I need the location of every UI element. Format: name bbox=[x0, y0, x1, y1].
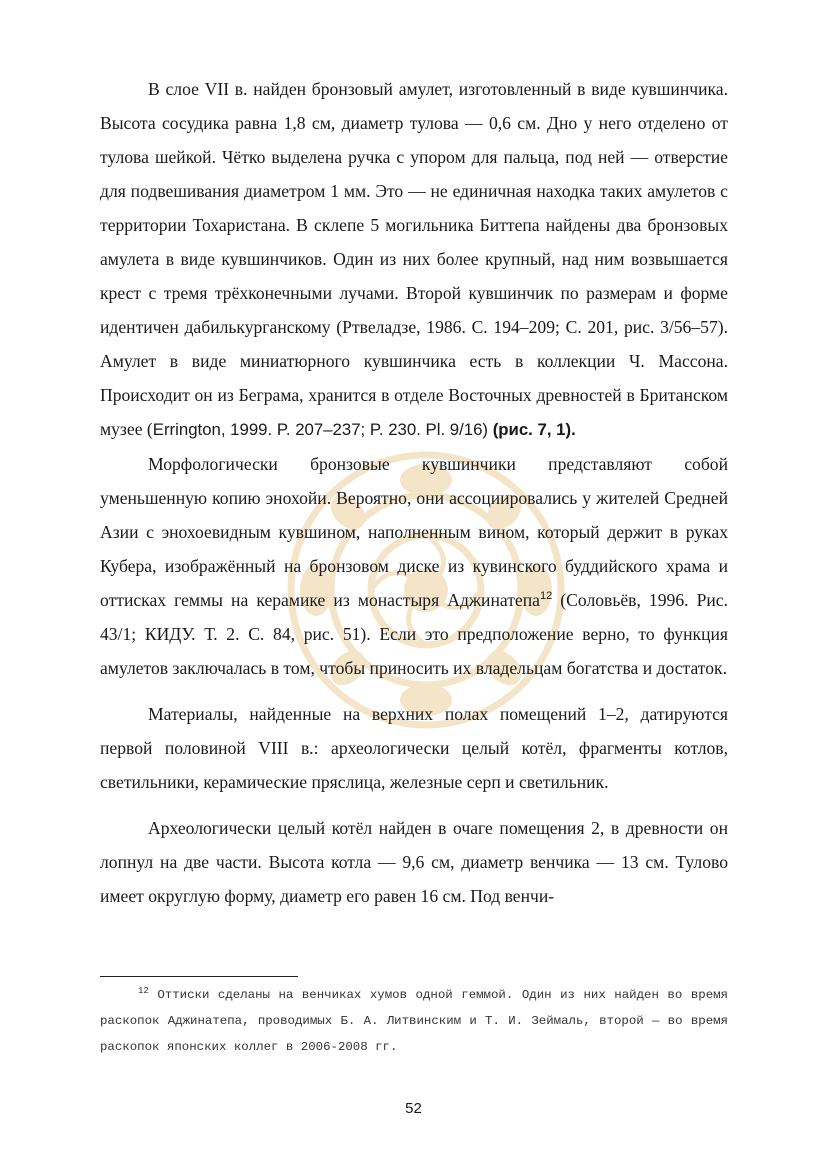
footnote-divider bbox=[100, 976, 298, 977]
reference-errington: Errington, 1999. P. 207–237; P. 230. Pl. 9/16) bbox=[152, 420, 489, 439]
footnote-number: 12 bbox=[138, 985, 149, 996]
main-text bbox=[100, 72, 728, 913]
footnote-text: Оттиски сделаны на венчиках хумов одной геммой. Один из них найден во время раскопок Аджинатепа, проводимых Б. А. Литвинским и Т. И. Зеймаль, второй — во время раскопок японских коллег в 2006-2008 гг. bbox=[100, 988, 728, 1054]
footnote bbox=[100, 982, 728, 1060]
paragraph-4: Археологически целый котёл найден в очаге помещения 2, в древности он лопнул на две части. Высота котла — 9,6 см, диаметр венчика — 13 см. Тулово имеет округлую форму, диаметр его равен 16 см. Под венчи- bbox=[100, 818, 728, 906]
paragraph-2 bbox=[100, 447, 728, 685]
page-number: 52 bbox=[405, 1100, 422, 1117]
paragraph-2-text-continued: (Соловьёв, 1996. Рис. 43/1; КИДУ. Т. 2. С. 84, рис. 51). Если это предположение верно, то функция амулетов заключалась в том, чтобы приносить их владельцам богатства и достаток. bbox=[100, 590, 728, 678]
paragraph-2-text: Морфологически бронзовые кувшинчики представляют собой уменьшенную копию энохойи. Вероятно, они ассоциировались у жителей Средней Азии с энохоевидным кувшином, наполненным вином, который держит в руках Кубера, изображённый на бронзовом диске из кувинского буддийского храма и оттисках геммы на керамике из монастыря Аджинатепа bbox=[100, 454, 728, 610]
footnote-marker[interactable]: 12 bbox=[539, 590, 553, 603]
figure-reference: (рис. 7, 1). bbox=[488, 420, 576, 439]
paragraph-1 bbox=[100, 72, 728, 447]
paragraph-3: Материалы, найденные на верхних полах помещений 1–2, датируются первой половиной VIII в.: археологически целый котёл, фрагменты котлов, светильники, керамические пряслица, железные серп и светильник. bbox=[100, 704, 728, 792]
paragraph-1-text: В слое VII в. найден бронзовый амулет, изготовленный в виде кувшинчика. Высота сосудика равна 1,8 см, диаметр тулова — 0,6 см. Дно у него отделено от тулова шейкой. Чётко выделена ручка с упором для пальца, под ней — отверстие для подвешивания диаметром 1 мм. Это — не единичная находка таких амулетов с территории Тохаристана. В склепе 5 могильника Биттепа найдены два бронзовых амулета в виде кувшинчиков. Один из них более крупный, над ним возвышается крест с тремя трёхконечными лучами. Второй кувшинчик по размерам и форме идентичен дабилькурганскому (Ртвеладзе, 1986. С. 194–209; С. 201, рис. 3/56–57). Амулет в виде миниатюрного кувшинчика есть в коллекции Ч. Массона. Происходит он из Беграма, хранится в отделе Восточных древностей в Британском музее ( bbox=[100, 79, 728, 439]
